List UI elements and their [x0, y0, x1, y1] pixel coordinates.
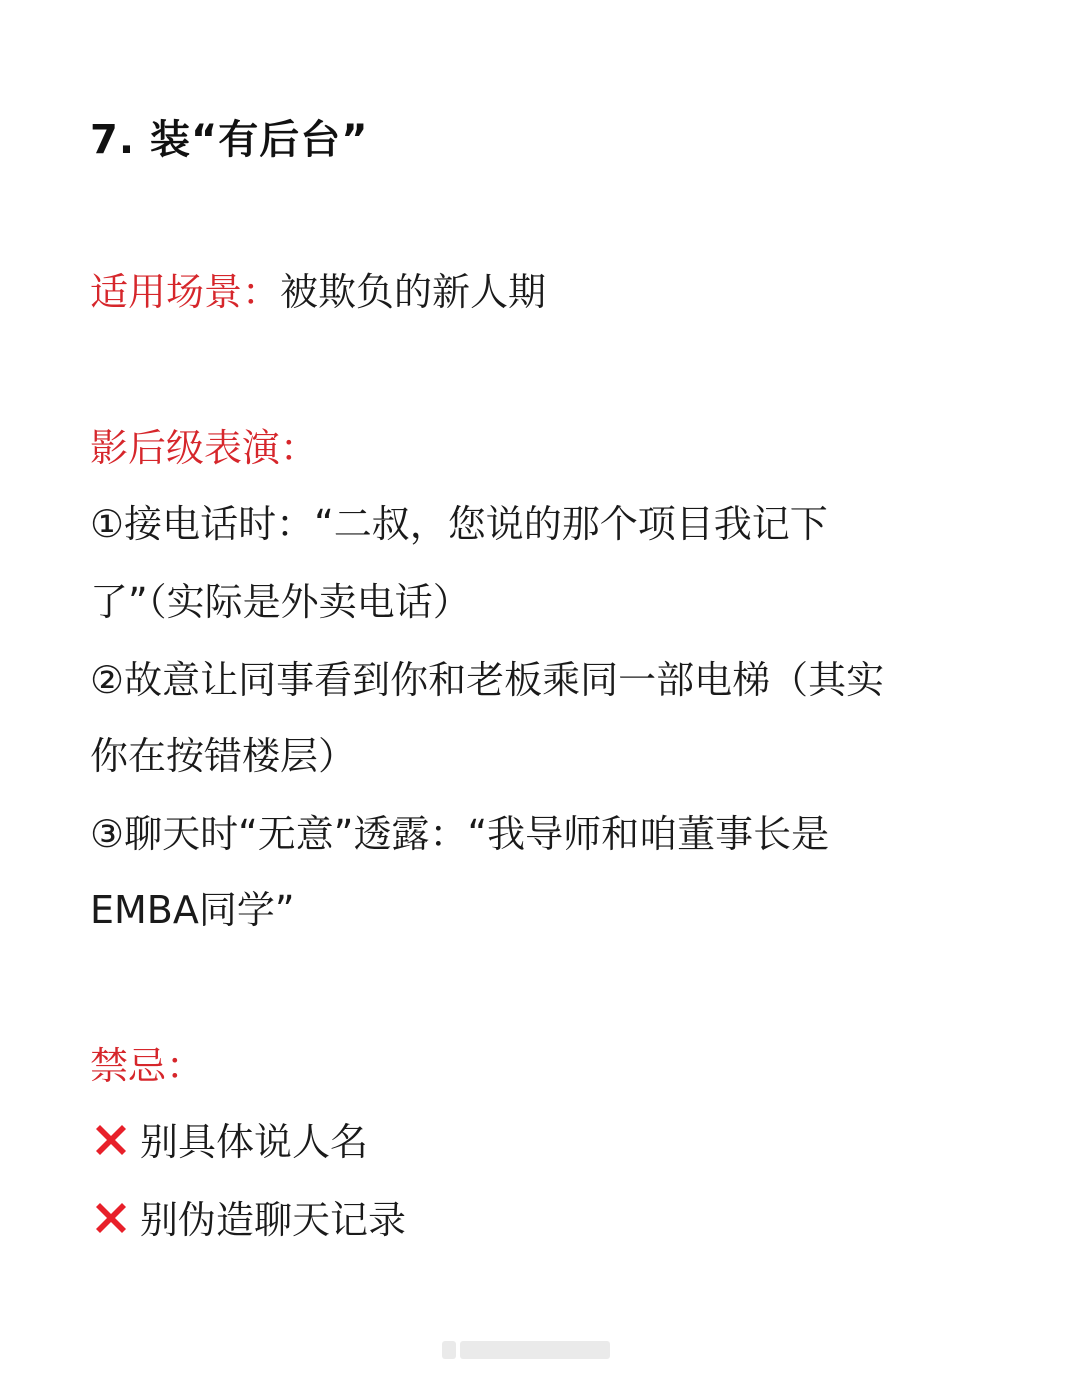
taboo-item [90, 1118, 368, 1166]
watermark-logo-icon [442, 1341, 456, 1359]
taboo-item-text: 别具体说人名 [140, 1120, 369, 1164]
scene-value: 被欺负的新人期 [280, 270, 547, 314]
watermark [442, 1338, 642, 1362]
acting-line-1: ①接电话时：“二叔，您说的那个项目我记下 [90, 502, 828, 546]
acting-line-4: 你在按错楼层） [90, 734, 357, 778]
acting-line-5: ③聊天时“无意”透露：“我导师和咱董事长是 [90, 812, 830, 856]
acting-line-6: EMBA同学” [90, 888, 295, 932]
acting-heading: 影后级表演： [90, 426, 319, 470]
watermark-text-block [460, 1341, 610, 1359]
taboo-heading: 禁忌： [90, 1044, 205, 1088]
scene-label: 适用场景： [90, 270, 281, 314]
page-title: 7. 装“有后台” [90, 117, 369, 163]
acting-line-2: 了”（实际是外卖电话） [90, 580, 471, 624]
cross-mark-icon [90, 1197, 132, 1239]
cross-mark-icon [90, 1119, 132, 1161]
acting-line-3: ②故意让同事看到你和老板乘同一部电梯（其实 [90, 658, 885, 702]
taboo-item [90, 1196, 406, 1244]
scene-line [90, 268, 546, 316]
taboo-item-text: 别伪造聊天记录 [140, 1198, 407, 1242]
